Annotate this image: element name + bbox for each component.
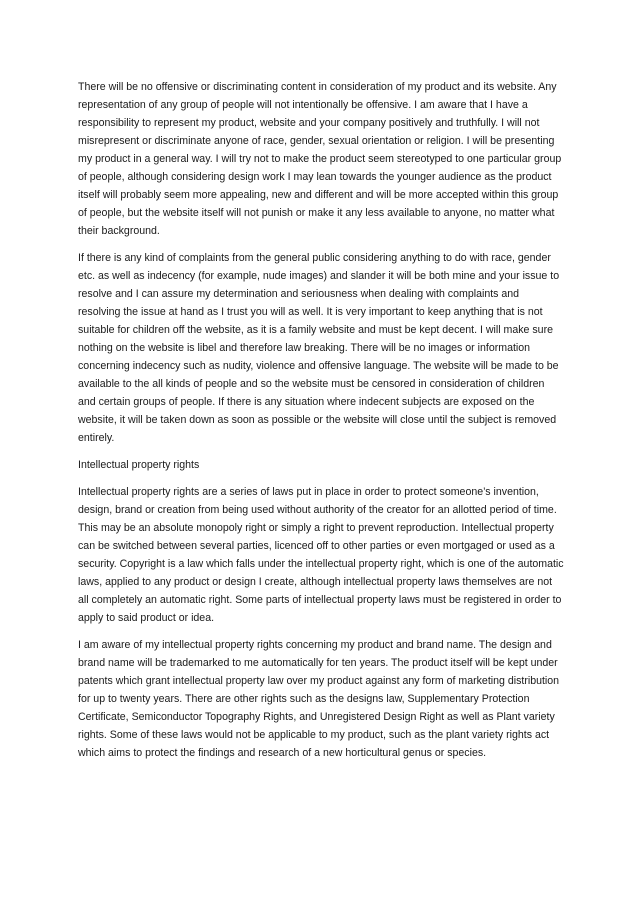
section-heading-intellectual-property: Intellectual property rights — [78, 459, 200, 471]
paragraph-ip-awareness: I am aware of my intellectual property rights concerning my product and brand name. The design and brand name will be trademarked to me automatically for ten years. The product itself will be kept under patents which grant intellectual property law over my product against any form of marketing distribution for up to twenty years. There are other rights such as the designs law, Supplementary Protection Certificate, Semiconductor Topography Rights, and Unregistered Design Right as well as Plant variety rights. Some of these laws would not be applicable to my product, such as the plant variety rights act which aims to protect the findings and research of a new horticultural genus or species. — [78, 639, 560, 759]
paragraph-complaints: If there is any kind of complaints from the general public considering anything to do with race, gender etc. as well as indecency (for example, nude images) and slander it will be both mine and your issue to resolve and I can assure my determination and seriousness when dealing with complaints and resolving the issue at hand as I trust you will as well. It is very important to keep anything that is not suitable for children off the website, as it is a family website and must be kept decent. I will make sure nothing on the website is libel and therefore law breaking. There will be no images or information concerning indecency such as nudity, violence and offensive language. The website will be made to be available to the all kinds of people and so the website must be censored in consideration of children and certain groups of people. If there is any situation where indecent subjects are exposed on the website, it will be taken down as soon as possible or the website will close until the subject is removed entirely. — [78, 252, 560, 444]
paragraph-offensive-content: There will be no offensive or discriminating content in consideration of my product and its website. Any representation of any group of people will not intentionally be offensive. I am aware that I have a responsibility to represent my product, website and your company positively and truthfully. I will not misrepresent or discriminate anyone of race, gender, sexual orientation or religion. I will be presenting my product in a general way. I will try not to make the product seem stereotyped to one particular group of people, although considering design work I may lean towards the younger audience as the product itself will probably seem more appealing, new and different and will be more accepted within this group of people, but the website itself will not punish or make it any less available to anyone, no matter what their background. — [78, 81, 562, 237]
paragraph-ip-definition: Intellectual property rights are a series of laws put in place in order to protect someone’s invention, design, brand or creation from being used without authority of the creator for an allotted period of time. This may be an absolute monopoly right or simply a right to prevent reproduction. Intellectual property can be switched between several parties, licenced off to other parties or even mortgaged or used as a security. Copyright is a law which falls under the intellectual property right, which is one of the automatic laws, applied to any product or design I create, although intellectual property laws themselves are not all completely an automatic right. Some parts of intellectual property laws must be registered in order to apply to said product or idea. — [78, 486, 564, 624]
document-body — [78, 78, 564, 771]
